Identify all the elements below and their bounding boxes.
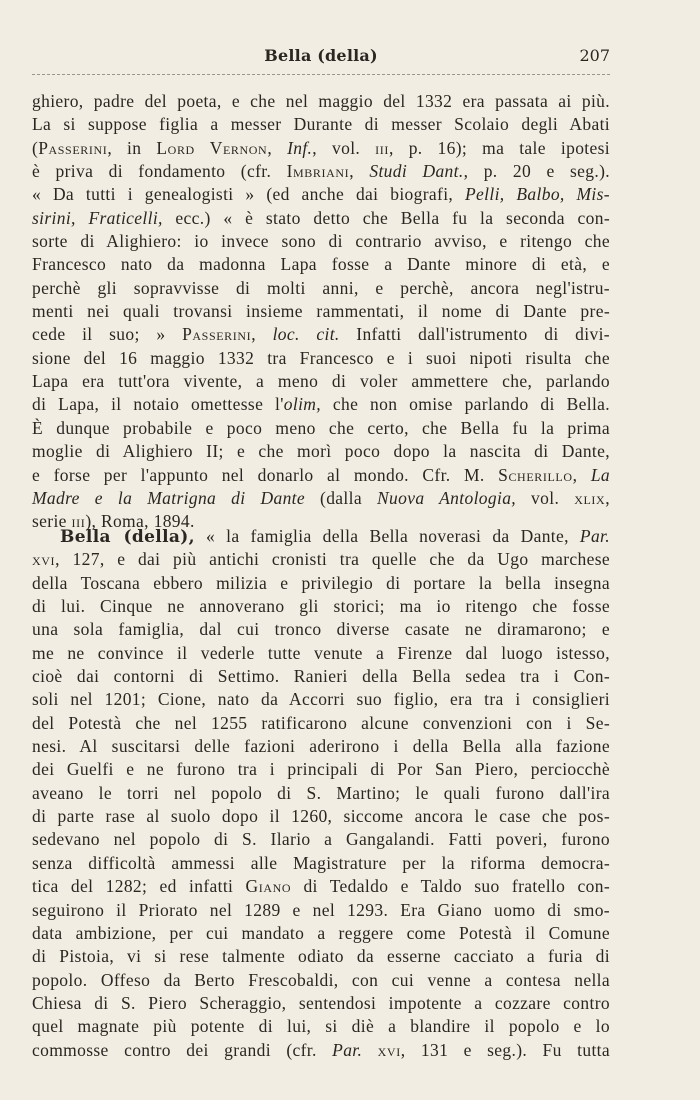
text-line <box>32 548 610 571</box>
text-span: di lui. Cinque ne annoverano gli storici; ma io ritengo che fosse <box>32 596 610 617</box>
text-line <box>32 782 610 805</box>
author-name: Scherillo <box>498 464 573 485</box>
text-span: e forse per l'appunto nel donarlo al mondo. Cfr. M. <box>32 464 499 485</box>
author-name: Lord Vernon <box>156 137 268 158</box>
text-line <box>32 712 610 735</box>
text-line <box>32 618 610 641</box>
text-line <box>32 464 610 487</box>
text-span: seguirono il Priorato nel 1289 e nel 1293. Era Giano uomo di smo- <box>32 899 610 920</box>
text-line <box>32 688 610 711</box>
text-line <box>32 572 610 595</box>
roman-numeral: iii <box>71 511 86 532</box>
latin-word: olim, <box>283 394 322 415</box>
entry-headword: Bella (della), <box>60 527 195 547</box>
header-rule <box>32 74 610 75</box>
text-line <box>32 440 610 463</box>
text-span: vol. <box>516 487 575 508</box>
text-span: menti nei quali trovansi insieme rammentati, il nome di Dante pre- <box>32 301 610 322</box>
work-title: Par. <box>579 526 610 546</box>
text-line <box>32 277 610 300</box>
text-line <box>32 945 610 968</box>
text-line <box>32 735 610 758</box>
text-span: Chiesa di S. Piero Scheraggio, sentendosi impotente a cozzare contro <box>32 992 610 1013</box>
text-span: di Pistoia, vi si rese talmente odiato da esserne cacciato a furia di <box>32 946 610 967</box>
text-span: popolo. Offeso da Berto Frescobaldi, con cui venne a contesa nella <box>32 969 610 990</box>
text-line <box>32 1015 610 1038</box>
text-span: del Potestà che nel 1255 ratificarono alcune convenzioni con i Se- <box>32 712 610 733</box>
text-line <box>32 758 610 781</box>
work-title: Par. <box>332 1039 363 1060</box>
text-line <box>32 370 610 393</box>
text-span: , 131 e seg.). Fu tutta <box>400 1039 610 1060</box>
text-span: cioè dai contorni di Settimo. Ranieri della Bella sedea tra i Con- <box>32 666 610 687</box>
text-span: Lapa era tutt'ora vivente, a meno di voler ammettere che, parlando <box>32 371 610 392</box>
text-span: commosse contro dei grandi (cfr. <box>32 1039 333 1060</box>
text-span: ), Roma, 1894. <box>85 511 195 532</box>
text-span: « la famiglia della Bella noverasi da Dante, <box>194 526 580 546</box>
text-span: La si suppose figlia a messer Durante di messer Scolaio degli Abati <box>32 114 610 135</box>
text-line <box>32 487 610 510</box>
text-line <box>32 922 610 945</box>
text-line <box>32 665 610 688</box>
text-span: senza difficoltà ammessi alle Magistrature per la riforma democra- <box>32 852 610 873</box>
text-span: , <box>251 324 273 345</box>
text-span: (dalla <box>305 487 377 508</box>
text-line <box>32 992 610 1015</box>
text-line <box>32 393 610 416</box>
text-line <box>32 642 610 665</box>
text-line <box>32 1039 610 1062</box>
text-span: di Tedaldo e Taldo suo fratello con- <box>291 876 610 897</box>
text-span: dei Guelfi e ne furono tra i principali di Por San Piero, perciocchè <box>32 759 610 780</box>
text-span: di Lapa, il notaio omettesse l' <box>32 394 284 415</box>
text-line <box>32 852 610 875</box>
roman-numeral: iii <box>375 137 389 158</box>
running-head: Bella (della) <box>264 46 378 65</box>
author-list: Pelli, Balbo, Mis- <box>465 184 610 205</box>
roman-numeral: xvi <box>32 549 56 570</box>
text-span: « Da tutti i genealogisti » (ed anche dai biografi, <box>32 184 466 205</box>
text-line <box>32 899 610 922</box>
text-line <box>32 323 610 346</box>
page-number: 207 <box>579 46 610 65</box>
text-span: aveano le torri nel popolo di S. Martino; le quali furono dall'ira <box>32 782 610 803</box>
text-line <box>32 183 610 206</box>
text-span: , <box>267 137 288 158</box>
text-span: , p. 16); ma tale ipotesi <box>388 137 610 158</box>
text-span: che non omise parlando di Bella. <box>321 394 610 415</box>
text-line <box>32 300 610 323</box>
text-span: , 127, e dai più antichi cronisti tra quelle che da Ugo marchese <box>55 549 610 570</box>
text-span: , <box>572 464 591 485</box>
text-span: me ne convince il vederle tutte venute a Firenze dal luogo istesso, <box>32 642 610 663</box>
page-header <box>32 46 610 76</box>
text-span: tica del 1282; ed infatti <box>32 876 246 897</box>
person-name: Giano <box>245 876 292 897</box>
text-line <box>32 525 610 548</box>
text-span: sorte di Alighiero: io invece sono di contrario avviso, e ritengo che <box>32 231 610 252</box>
text-span: Francesco nato da madonna Lapa fosse a Dante minore di età, e <box>32 254 610 275</box>
text-line <box>32 137 610 160</box>
text-line <box>32 417 610 440</box>
text-span: È dunque probabile e poco meno che certo, che Bella fu la prima <box>32 417 610 438</box>
text-line <box>32 595 610 618</box>
roman-numeral: xlix <box>574 487 606 508</box>
author-name: Passerini <box>182 324 252 345</box>
text-span: , vol. <box>312 137 376 158</box>
work-title: Madre e la Matrigna di Dante <box>32 487 306 508</box>
text-span: , in <box>107 137 157 158</box>
text-line <box>32 160 610 183</box>
text-line <box>32 969 610 992</box>
citation-abbrev: loc. cit. <box>272 324 340 345</box>
roman-numeral: xvi <box>377 1039 401 1060</box>
text-span: ecc.) « è stato detto che Bella fu la seconda con- <box>162 207 610 228</box>
author-name: Passerini <box>38 137 108 158</box>
text-span: soli nel 1201; Cione, nato da Accorri suo figlio, era tra i consiglieri <box>32 689 610 710</box>
author-name: Imbriani <box>286 161 350 182</box>
text-span: ( <box>32 137 39 158</box>
work-title: La <box>590 464 610 485</box>
text-line <box>32 230 610 253</box>
text-span: sedevano nel popolo di S. Ilario a Gangalandi. Fatti poveri, furono <box>32 829 610 850</box>
text-span: una sola famiglia, dal cui tronco diverse casate ne diramarono; e <box>32 619 610 640</box>
text-span: perchè gli sopravvisse di molti anni, e perchè, ancora negl'istru- <box>32 277 610 298</box>
text-span: serie <box>32 511 72 532</box>
paragraph-bella-wife-of-alighiero <box>32 90 610 534</box>
text-span: è priva di fondamento (cfr. <box>32 161 287 182</box>
text-span: quel magnate più potente di lui, si diè a blandire il popolo e lo <box>32 1016 610 1037</box>
text-line <box>32 207 610 230</box>
author-list: sirini, Fraticelli, <box>32 207 163 228</box>
text-line <box>32 805 610 828</box>
work-title: Studi Dant. <box>369 161 464 182</box>
text-span: data ambizione, per cui mandato a reggere come Potestà il Comune <box>32 922 610 943</box>
text-span: Infatti dall'istrumento di divi- <box>339 324 610 345</box>
entry-bella-della <box>32 525 610 1062</box>
text-span: cede il suo; » <box>32 324 183 345</box>
text-span: della Toscana ebbero milizia e privilegio di portare la bella insegna <box>32 572 610 593</box>
journal-title: Nuova Antologia, <box>376 487 517 508</box>
text-span: , <box>349 161 370 182</box>
text-line <box>32 875 610 898</box>
text-line <box>32 347 610 370</box>
text-span: ghiero, padre del poeta, e che nel maggio del 1332 era passata ai più. <box>32 91 610 111</box>
text-line <box>32 90 610 113</box>
work-title: Inf. <box>287 137 313 158</box>
text-line <box>32 828 610 851</box>
text-span: , <box>605 487 610 508</box>
text-line <box>32 253 610 276</box>
text-span <box>362 1040 377 1060</box>
text-span: sione del 16 maggio 1332 tra Francesco e i suoi nipoti risulta che <box>32 347 610 368</box>
text-span: di parte rase al suolo dopo il 1260, siccome ancora le case che pos- <box>32 806 610 827</box>
text-span: nesi. Al suscitarsi delle fazioni aderirono i della Bella alla fazione <box>32 736 610 757</box>
text-line <box>32 113 610 136</box>
text-span: moglie di Alighiero II; e che morì poco dopo la nascita di Dante, <box>32 441 610 462</box>
text-span: , p. 20 e seg.). <box>463 161 611 182</box>
